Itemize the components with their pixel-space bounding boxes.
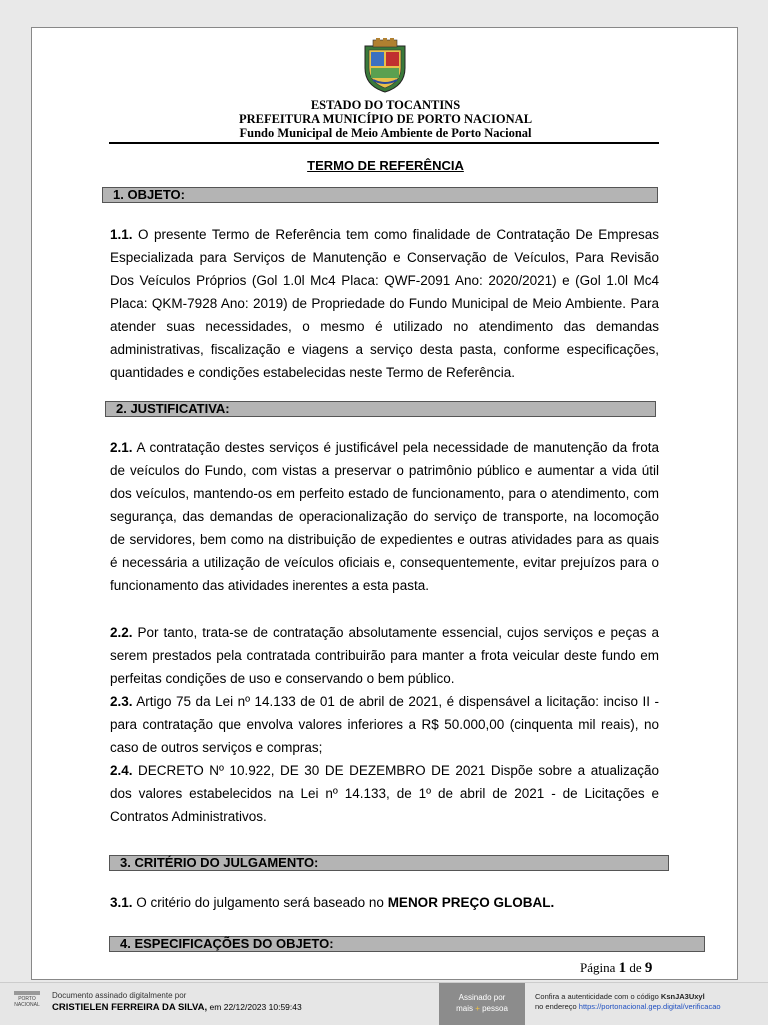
menor-preco-global: MENOR PREÇO GLOBAL.: [387, 895, 555, 910]
page-number: [580, 960, 652, 977]
signed-label: Documento assinado digitalmente por: [52, 991, 187, 1000]
paragraph-1-1: [110, 223, 659, 384]
stamp-more: mais: [456, 1004, 473, 1013]
document-title: TERMO DE REFERÊNCIA: [307, 158, 464, 173]
stamp-person: pessoa: [482, 1004, 508, 1013]
signer-line: [52, 1002, 302, 1013]
verification-link[interactable]: https://portonacional.gep.digital/verificacao: [578, 1002, 721, 1011]
section-objeto-header: 1. OBJETO:: [102, 187, 658, 203]
paragraph-number: 2.4.: [110, 763, 133, 778]
verification-code: KsnJA3Uxyl: [660, 992, 705, 1001]
section-justificativa-header: 2. JUSTIFICATIVA:: [105, 401, 656, 417]
paragraph-text: DECRETO Nº 10.922, DE 30 DE DEZEMBRO DE 2021 Dispõe sobre a atualização dos valores estabelecidos na Lei nº 14.133, de 1º de abril de 2021 - de Licitações e Contratos Administrativos.: [110, 763, 659, 824]
signed-at: em 22/12/2023 10:59:43: [207, 1002, 302, 1012]
porto-nacional-logo-icon: [14, 991, 40, 1015]
paragraph-2-2: [110, 621, 659, 690]
paragraph-number: 1.1.: [110, 227, 133, 242]
verification-url-line: [535, 1002, 721, 1011]
paragraph-number: 2.2.: [110, 625, 133, 640]
paragraph-text: O presente Termo de Referência tem como finalidade de Contratação De Empresas Especializada para Serviços de Manutenção e Conservação de Veículos, Para Revisão Dos Veículos Próprios (Gol 1.0l Mc4 Placa: QWF-2091 Ano: 2020/2021) e (Gol 1.0l Mc4 Placa: QKM-7928 Ano: 2019) de Propriedade do Fundo Municipal de Meio Ambiente. Para atender suas necessidades, o mesmo é utilizado no atendimento das demandas administrativas, fiscalização e viagens a serviço desta pasta, conforme especificações, quantidades e condições estabelecidas neste Termo de Referência.: [110, 227, 659, 380]
paragraph-text: Por tanto, trata-se de contratação absolutamente essencial, cujos serviços e peças a serem prestados pela contratada contribuirão para manter a frota veicular deste fundo em perfeitas condições de uso e conservando o bem público.: [110, 625, 659, 686]
paragraph-number: 2.3.: [110, 694, 133, 709]
municipal-coat-of-arms-icon: [359, 38, 411, 94]
page-label: Página: [580, 960, 619, 975]
page-total: 9: [644, 960, 653, 976]
stamp-line-1: Assinado por: [458, 993, 506, 1002]
stamp-line-2: [439, 1003, 525, 1014]
verification-code-line: [535, 992, 705, 1001]
header-divider: [109, 142, 659, 144]
header-state: ESTADO DO TOCANTINS: [310, 98, 461, 112]
header-prefecture: PREFEITURA MUNICÍPIO DE PORTO NACIONAL: [238, 112, 533, 126]
paragraph-2-4: [110, 759, 659, 828]
document-page: [31, 27, 738, 980]
paragraph-text: Artigo 75 da Lei nº 14.133 de 01 de abril de 2021, é dispensável a licitação: inciso II - para contratação que envolva valores inferiores a R$ 50.000,00 (cinquenta mil reais), no caso de outros serviços e compras;: [110, 694, 659, 755]
signed-by-more-stamp[interactable]: [439, 983, 525, 1025]
signature-footer: [0, 982, 768, 1025]
section-criterio-header: 3. CRITÉRIO DO JULGAMENTO:: [109, 855, 669, 871]
paragraph-text: A contratação destes serviços é justificável pela necessidade de manutenção da frota de veículos do Fundo, com vistas a preservar o patrimônio público e aumentar a vida útil dos veículos, mantendo-os em perfeito estado de funcionamento, para o atendimento, com segurança, das demandas de operacionalização do serviço de transporte, na locomoção de servidores, bem como na distribuição de expedientes e outras atividades para as quais é necessária a utilização de veículos oficiais e, consequentemente, evitar prejuízos para o funcionamento das atividades inerentes a esta pasta.: [110, 440, 659, 593]
verify-text: Confira a autenticidade com o código: [535, 992, 661, 1001]
header-fund: Fundo Municipal de Meio Ambiente de Porto Nacional: [239, 126, 532, 140]
paragraph-number: 2.1.: [110, 440, 133, 455]
paragraph-2-1: [110, 436, 659, 597]
page-current: 1: [618, 960, 627, 976]
paragraph-3-1: [110, 891, 659, 914]
logo-text: PORTO NACIONAL: [14, 996, 40, 1008]
paragraph-text: O critério do julgamento será baseado no: [132, 895, 388, 910]
signer-name: CRISTIELEN FERREIRA DA SILVA,: [52, 1002, 208, 1013]
section-especificacoes-header: 4. ESPECIFICAÇÕES DO OBJETO:: [109, 936, 705, 952]
paragraph-2-3: [110, 690, 659, 759]
paragraph-number: 3.1.: [110, 895, 133, 910]
page-of: de: [626, 960, 645, 975]
stamp-plus-icon: +: [472, 1004, 483, 1013]
verify-at: no endereço: [535, 1002, 579, 1011]
